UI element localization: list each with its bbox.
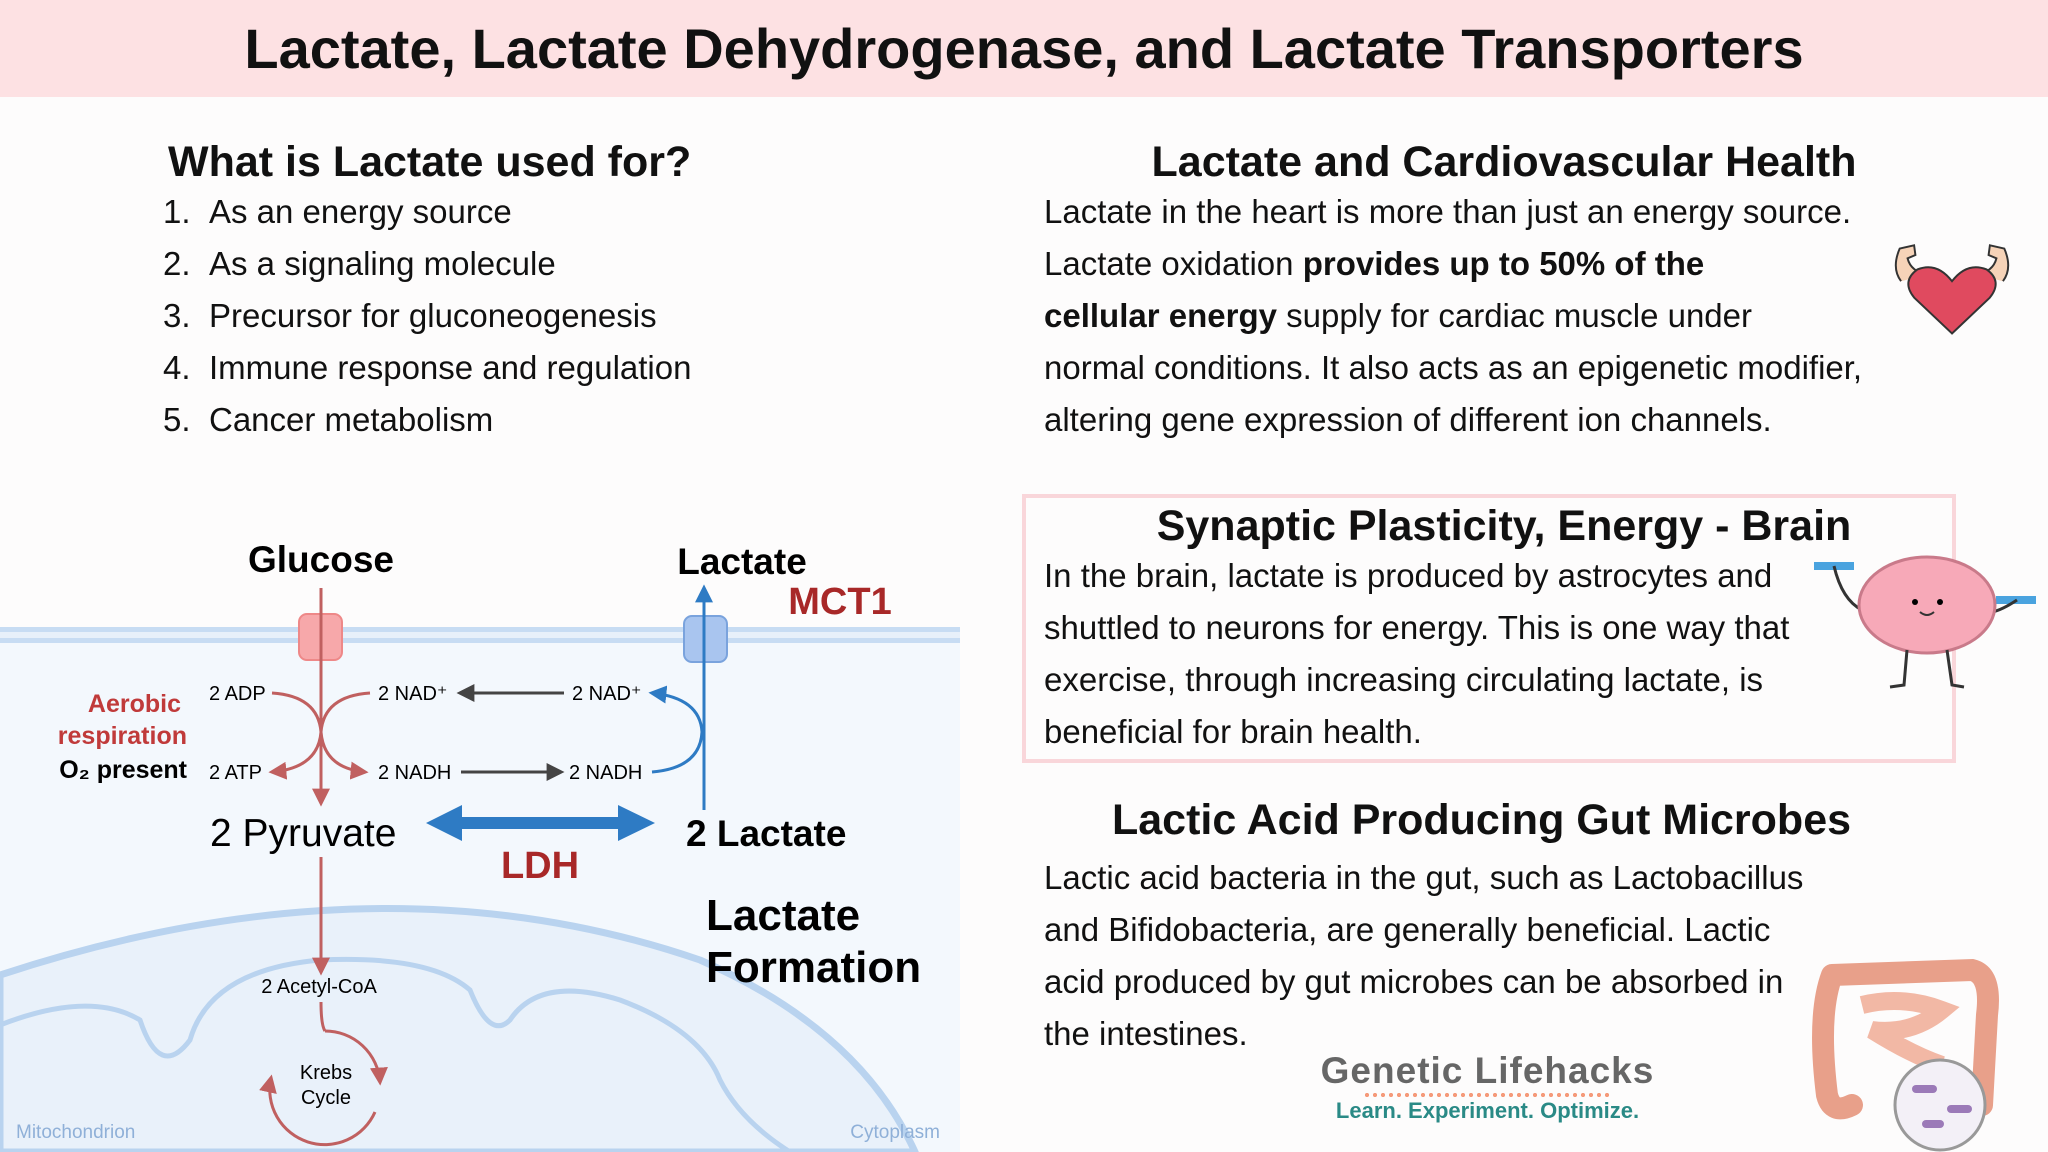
brain-text: In the brain, lactate is produced by astrocytes and shuttled to neurons for energy. This is one way that exercise, through increasing circulating lactate, is beneficial for brain health. xyxy=(1044,557,1790,750)
adp-label: 2 ADP xyxy=(209,683,266,705)
uses-list xyxy=(163,186,691,446)
logo-name: Genetic Lifehacks xyxy=(1320,1050,1655,1091)
list-number: 4. xyxy=(163,349,191,386)
o2-present-label: O₂ present xyxy=(59,756,187,784)
list-text: Immune response and regulation xyxy=(209,349,692,386)
acetyl-coa-label: 2 Acetyl-CoA xyxy=(261,976,377,998)
list-item xyxy=(163,394,691,446)
list-item xyxy=(163,186,691,238)
gut-heading: Lactic Acid Producing Gut Microbes xyxy=(1111,796,1852,844)
list-text: Cancer metabolism xyxy=(209,401,494,438)
cytoplasm-label: Cytoplasm xyxy=(850,1122,940,1143)
cycle-label: Cycle xyxy=(300,1087,352,1109)
intestine-icon xyxy=(1812,955,2002,1152)
cardio-text-1: Lactate in the heart is more than just an energy source. Lactate oxidation xyxy=(1044,193,1852,282)
glucose-label: Glucose xyxy=(248,539,394,580)
cardio-text-2: supply for cardiac muscle under normal conditions. It also acts as an epigenetic modifier, altering gene expression of different ion channels. xyxy=(1044,297,1863,438)
list-number: 2. xyxy=(163,245,191,282)
page-title: Lactate, Lactate Dehydrogenase, and Lactate Transporters xyxy=(244,17,1804,80)
nadh-right-label: 2 NADH xyxy=(569,762,643,784)
aerobic-label: Aerobic xyxy=(87,690,181,718)
list-item xyxy=(163,238,691,290)
nad-right-label: 2 NAD⁺ xyxy=(572,683,642,705)
flexing-heart-icon xyxy=(1862,242,2042,340)
cardio-heading: Lactate and Cardiovascular Health xyxy=(1151,138,1857,186)
genetic-lifehacks-logo xyxy=(1315,1050,1660,1124)
list-number: 1. xyxy=(163,193,191,230)
ldh-label: LDH xyxy=(500,845,580,887)
pyruvate-label: 2 Pyruvate xyxy=(210,812,397,855)
uses-heading: What is Lactate used for? xyxy=(168,138,692,186)
gut-text: Lactic acid bacteria in the gut, such as Lactobacillus and Bifidobacteria, are generally beneficial. Lactic acid produced by gut microbes can be absorbed in the intestines. xyxy=(1044,859,1804,1052)
atp-label: 2 ATP xyxy=(209,762,262,784)
logo-tagline: Learn. Experiment. Optimize. xyxy=(1335,1098,1640,1123)
list-text: As a signaling molecule xyxy=(209,245,556,282)
list-text: Precursor for gluconeogenesis xyxy=(209,297,657,334)
brain-heading: Synaptic Plasticity, Energy - Brain xyxy=(1156,502,1852,550)
krebs-label: Krebs xyxy=(299,1062,353,1084)
cardio-text xyxy=(1044,186,1964,446)
cardio-bold: provides up to 50% of the cellular energy xyxy=(1044,245,1705,334)
list-number: 5. xyxy=(163,401,191,438)
list-number: 3. xyxy=(163,297,191,334)
brain-dumbbell-icon xyxy=(1812,550,2037,695)
lactate-formation-diagram xyxy=(0,520,960,1152)
list-text: As an energy source xyxy=(209,193,512,230)
title-bar xyxy=(0,0,2048,97)
lactate-label: Lactate xyxy=(677,541,807,582)
mct1-label: MCT1 xyxy=(788,581,892,623)
mitochondrion-label: Mitochondrion xyxy=(16,1122,136,1143)
list-item xyxy=(163,342,691,394)
list-item xyxy=(163,290,691,342)
formation-title-1: Lactate xyxy=(706,891,861,940)
lactate-product-label: 2 Lactate xyxy=(686,813,847,854)
nadh-left-label: 2 NADH xyxy=(378,762,452,784)
nad-left-label: 2 NAD⁺ xyxy=(378,683,448,705)
respiration-label: respiration xyxy=(57,722,187,750)
formation-title-2: Formation xyxy=(706,943,922,992)
